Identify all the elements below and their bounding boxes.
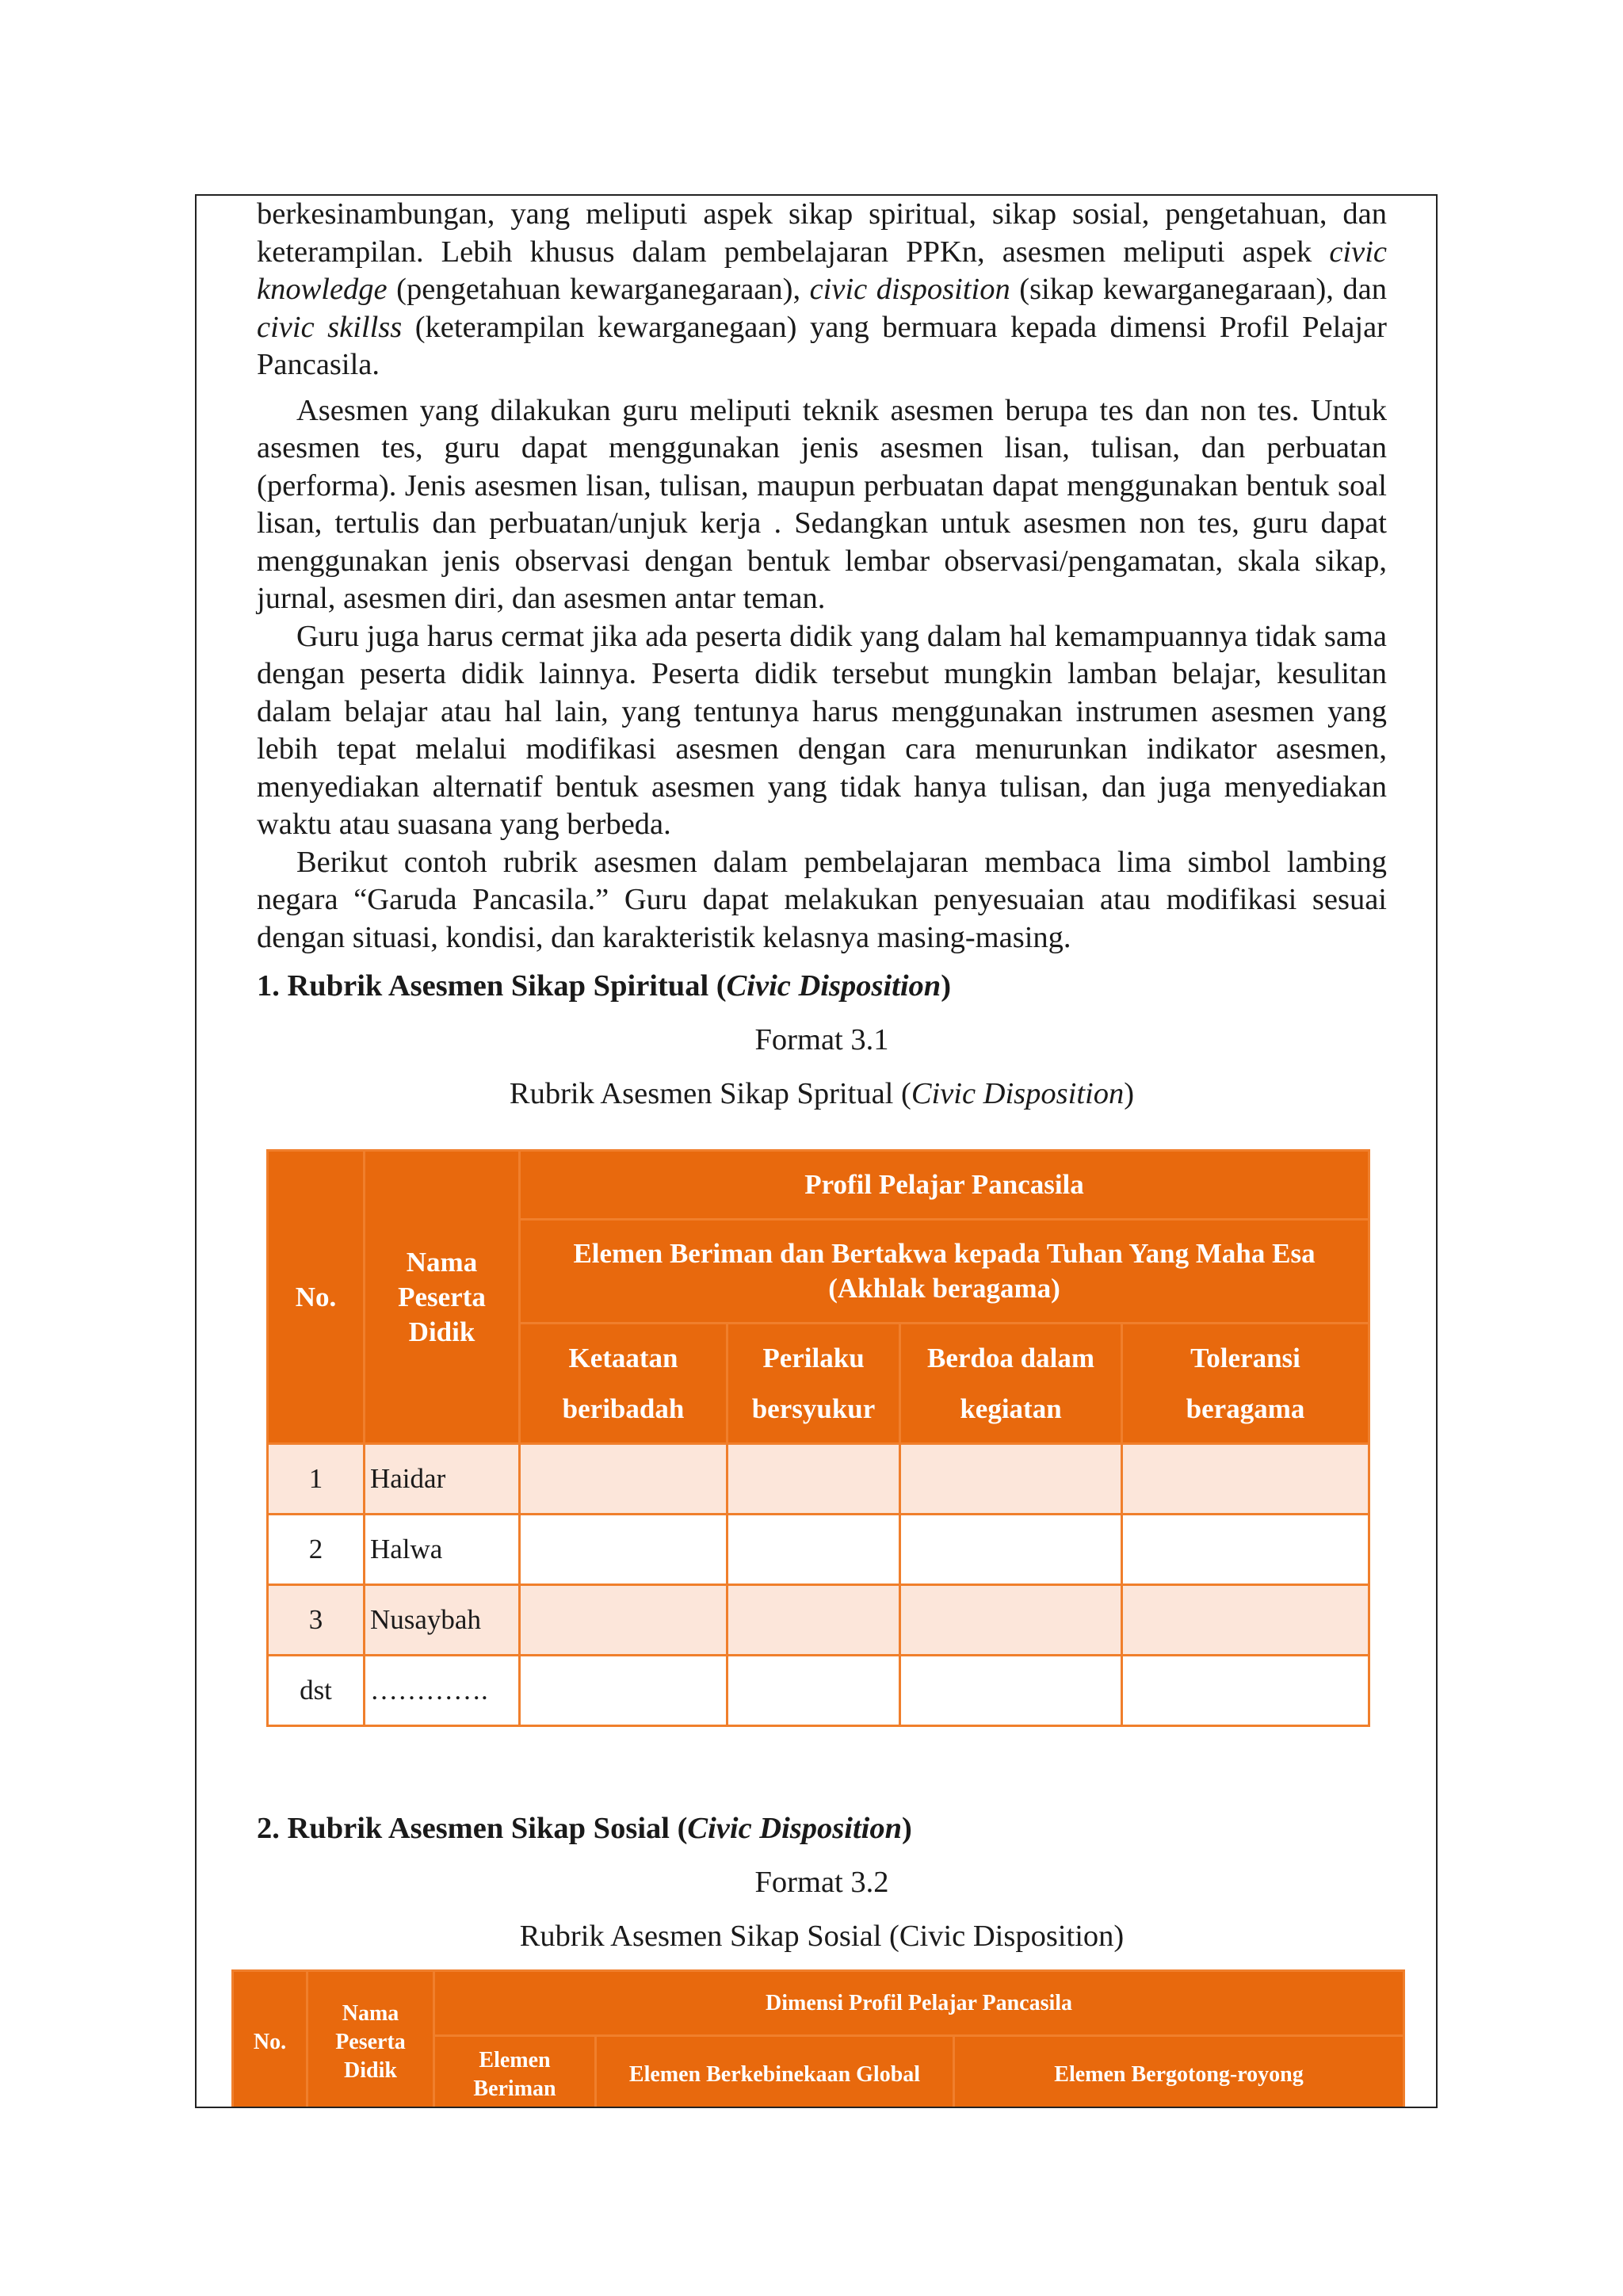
row-nama: Haidar bbox=[365, 1444, 520, 1515]
paragraph-assessment-modification: Guru juga harus cermat jika ada peserta didik yang dalam hal kemampuannya tidak sama dengan peserta didik lainnya. Peserta didik tersebut mungkin lamban belajar, kesulitan dalam belajar atau hal lain, yang tentunya harus menggunakan instrumen asesmen yang lebih tepat melalui modifikasi asesmen dengan cara menurunkan indikator asesmen, menyediakan alternatif bentuk asesmen yang tidak hanya tulisan, dan juga menyediakan waktu atau suasana yang berbeda. bbox=[257, 619, 1387, 841]
header-toleransi-beragama: Toleransi beragama bbox=[1122, 1324, 1369, 1444]
header-elemen-beriman: Elemen Beriman bbox=[434, 2036, 596, 2109]
header-no: No. bbox=[233, 1971, 307, 2109]
header-elemen-berkebinekaan-global: Elemen Berkebinekaan Global bbox=[596, 2036, 954, 2109]
score-cell[interactable] bbox=[520, 1585, 727, 1656]
score-cell[interactable] bbox=[520, 1515, 727, 1585]
paragraph-assessment-aspects: berkesinambungan, yang meliputi aspek sikap spiritual, sikap sosial, pengetahuan, dan keterampilan. Lebih khusus dalam pembelajaran PPKn, asesmen meliputi aspek civic knowledge (pengetahuan kewarganegaraan), civic disposition (sikap kewarganegaraan), dan civic skillss (keterampilan kewarganegaan) yang bermuara kepada dimensi Profil Pelajar Pancasila. bbox=[257, 197, 1387, 381]
term-civic-knowledge: civic knowledge bbox=[257, 235, 1387, 306]
term-civic-skills: civic skillss bbox=[257, 310, 403, 344]
page-content bbox=[257, 196, 1387, 1113]
header-no: No. bbox=[268, 1151, 365, 1444]
paragraph-assessment-techniques: Asesmen yang dilakukan guru meliputi teknik asesmen berupa tes dan non tes. Untuk asesmen tes, guru dapat menggunakan jenis asesmen lisan, tulisan, dan perbuatan (performa). Jenis asesmen lisan, tulisan, maupun perbuatan dapat menggunakan bentuk soal lisan, tertulis dan perbuatan/unjuk kerja . Sedangkan untuk asesmen non tes, guru dapat menggunakan jenis observasi dengan bentuk lembar observasi/pengamatan, skala sikap, jurnal, asesmen diri, dan asesmen antar teman. bbox=[257, 393, 1387, 615]
row-no: 1 bbox=[268, 1444, 365, 1515]
term-civic-disposition: civic disposition bbox=[809, 273, 1010, 306]
paragraph-rubric-example: Berikut contoh rubrik asesmen dalam pembelajaran membaca lima simbol lambing negara “Garuda Pancasila.” Guru dapat melakukan penyesuaian atau modifikasi sesuai dengan situasi, kondisi, dan karakteristik kelasnya masing-masing. bbox=[257, 845, 1387, 954]
score-cell[interactable] bbox=[727, 1585, 900, 1656]
rubric-table-spiritual bbox=[266, 1149, 1370, 1727]
score-cell[interactable] bbox=[727, 1444, 900, 1515]
table-caption-spiritual: Rubrik Asesmen Sikap Spritual (Civic Disposition) bbox=[509, 1077, 1135, 1110]
header-nama-peserta-didik: Nama Peserta Didik bbox=[365, 1151, 520, 1444]
header-perilaku-bersyukur: Perilaku bersyukur bbox=[727, 1324, 900, 1444]
score-cell[interactable] bbox=[1122, 1444, 1369, 1515]
header-berdoa-dalam-kegiatan: Berdoa dalam kegiatan bbox=[900, 1324, 1122, 1444]
header-dimensi-profil-pelajar-pancasila: Dimensi Profil Pelajar Pancasila bbox=[434, 1971, 1404, 2036]
score-cell[interactable] bbox=[900, 1444, 1122, 1515]
header-elemen-bergotong-royong: Elemen Bergotong-royong bbox=[954, 2036, 1404, 2109]
row-no: 2 bbox=[268, 1515, 365, 1585]
score-cell[interactable] bbox=[1122, 1515, 1369, 1585]
table-row bbox=[268, 1515, 1369, 1585]
score-cell[interactable] bbox=[520, 1656, 727, 1726]
score-cell[interactable] bbox=[1122, 1656, 1369, 1726]
row-no: 3 bbox=[268, 1585, 365, 1656]
score-cell[interactable] bbox=[727, 1656, 900, 1726]
score-cell[interactable] bbox=[520, 1444, 727, 1515]
score-cell[interactable] bbox=[900, 1585, 1122, 1656]
score-cell[interactable] bbox=[727, 1515, 900, 1585]
header-ketaatan-beribadah: Ketaatan beribadah bbox=[520, 1324, 727, 1444]
row-nama: Halwa bbox=[365, 1515, 520, 1585]
row-no: dst bbox=[268, 1656, 365, 1726]
score-cell[interactable] bbox=[900, 1515, 1122, 1585]
header-nama-peserta-didik: Nama Peserta Didik bbox=[307, 1971, 434, 2109]
row-nama: Nusaybah bbox=[365, 1585, 520, 1656]
section-2-block bbox=[257, 1809, 1387, 1955]
section-heading-spiritual: 1. Rubrik Asesmen Sikap Spiritual (Civic Disposition) bbox=[257, 969, 952, 1003]
row-nama: …………. bbox=[365, 1656, 520, 1726]
header-elemen-beriman: Elemen Beriman dan Bertakwa kepada Tuhan Yang Maha Esa (Akhlak beragama) bbox=[520, 1220, 1369, 1324]
table-row bbox=[268, 1585, 1369, 1656]
score-cell[interactable] bbox=[1122, 1585, 1369, 1656]
page-frame bbox=[195, 194, 1438, 2108]
table-row bbox=[268, 1444, 1369, 1515]
header-profil-pelajar-pancasila: Profil Pelajar Pancasila bbox=[520, 1151, 1369, 1220]
table-row bbox=[268, 1656, 1369, 1726]
format-label-3-1: Format 3.1 bbox=[754, 1023, 889, 1056]
score-cell[interactable] bbox=[900, 1656, 1122, 1726]
format-label-3-2: Format 3.2 bbox=[754, 1866, 889, 1899]
rubric-table-social bbox=[231, 1969, 1405, 2108]
section-heading-social: 2. Rubrik Asesmen Sikap Sosial (Civic Disposition) bbox=[257, 1812, 912, 1845]
table-caption-social: Rubrik Asesmen Sikap Sosial (Civic Disposition) bbox=[519, 1920, 1125, 1953]
